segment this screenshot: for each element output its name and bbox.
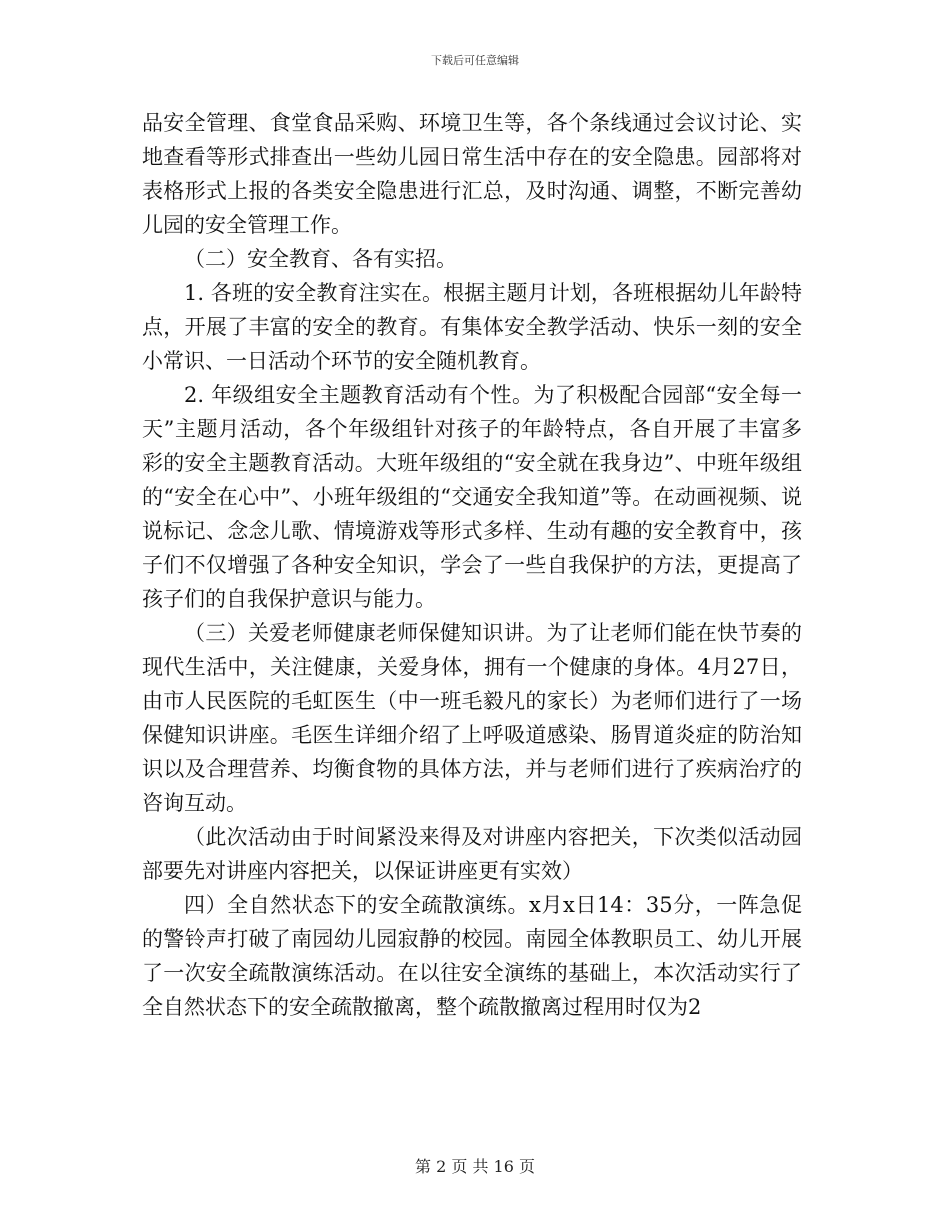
paragraph-note: （此次活动由于时间紧没来得及对讲座内容把关，下次类似活动园部要先对讲座内容把关，以保证讲座更有实效）	[142, 825, 802, 883]
paragraph-continuation: 品安全管理、食堂食品采购、环境卫生等，各个条线通过会议讨论、实地查看等形式排查出一些幼儿园日常生活中存在的安全隐患。园部将对表格形式上报的各类安全隐患进行汇总，及时沟通、调整，不断完善幼儿园的安全管理工作。	[142, 111, 802, 237]
paragraph-item-1: 1. 各班的安全教育注实在。根据主题月计划，各班根据幼儿年龄特点，开展了丰富的安全的教育。有集体安全教学活动、快乐一刻的安全小常识、一日活动个环节的安全随机教育。	[142, 281, 802, 373]
section-heading-2: （二）安全教育、各有实招。	[184, 247, 457, 271]
paragraph-section-4: 四）全自然状态下的安全疏散演练。x月x日14：35分，一阵急促的警铃声打破了南园幼儿园寂静的校园。南园全体教职员工、幼儿开展了一次安全疏散演练活动。在以往安全演练的基础上，本次活动实行了全自然状态下的安全疏散撤离，整个疏散撤离过程用时仅为2	[142, 893, 802, 1019]
paragraph-item-2: 2. 年级组安全主题教育活动有个性。为了积极配合园部“安全每一天”主题月活动，各个年级组针对孩子的年龄特点，各自开展了丰富多彩的安全主题教育活动。大班年级组的“安全就在我身边”、中班年级组的“安全在心中”、小班年级组的“交通安全我知道”等。在动画视频、说说标记、念念儿歌、情境游戏等形式多样、生动有趣的安全教育中，孩子们不仅增强了各种安全知识，学会了一些自我保护的方法，更提高了孩子们的自我保护意识与能力。	[142, 383, 802, 611]
paragraph-section-3: （三）关爱老师健康老师保健知识讲。为了让老师们能在快节奏的现代生活中，关注健康，关爱身体，拥有一个健康的身体。4月27日，由市人民医院的毛虹医生（中一班毛毅凡的家长）为老师们进行了一场保健知识讲座。毛医生详细介绍了上呼吸道感染、肠胃道炎症的防治知识以及合理营养、均衡食物的具体方法，并与老师们进行了疾病治疗的咨询互动。	[142, 621, 802, 815]
page-number: 第 2 页 共 16 页	[415, 1157, 535, 1176]
page-header: 下载后可任意编辑	[431, 54, 519, 67]
document-body	[142, 106, 802, 1024]
